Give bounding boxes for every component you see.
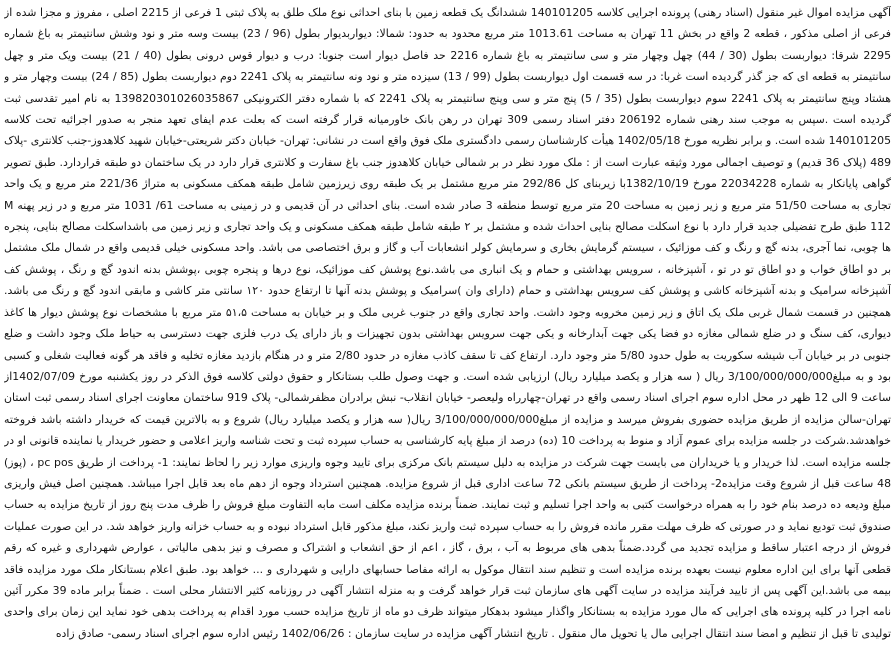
- auction-notice: [4, 2, 891, 669]
- auction-notice-text: آگهی مزایده اموال غیر منقول (اسناد رهنی) پرونده اجرایی کلاسه 140101205 ششدانگ یک قطعه زمین با بنای احداثی نوع ملک طلق به پلاک ثبتی 1 فرعی از 2215 اصلی ، مفروز و مجزا شده از فرعی از اصلی مذکور ، قطعه 2 واقع در بخش 11 تهران به مساحت 1013.61 متر مربع محدود به حدود: شمالا: دیواربدیوار بطول (96 / 23) بیست وسه متر و نود وشش سانتیمتر به باغ شماره 2295 شرقا: دیواربست بطول (30 / 44) چهل وچهار متر و سی سانتیمتر به باغ شماره 2216 حد فاصل دیوار است جنوبا: درب و دیوار قوس درونی بطول (40 / 21) بیست ویک متر و چهل سانتیمتر به قطعه ای که جز گذر گردیده است غربا: در سه قسمت اول دیواربست بطول (99 / 13) سیزده متر و نود ونه سانتیمتر به پلاک 2241 دوم دیواربست بطول (85 / 24) بیست وچهار متر و هشتاد وپنج سانتیمتر به پلاک 2241 سوم دیواربست بطول (35 / 5) پنج متر و سی وپنج سانتیمتر به پلاک 2241 که با شماره دفتر الکترونیکی 139820301026035867 به نام امیر تقدسی ثبت گردیده است .سپس به موجب سند رهنی شماره 206192 دفتر اسناد رسمی 309 تهران در رهن بانک خاورمیانه قرار گرفته است که بعلت عدم ایفای تعهد منجر به صدور اجرائیه تحت کلاسه 140101205 شده است. و برابر نظریه مورخ 1402/05/18 هیأت کارشناسان رسمی دادگستری ملک فوق واقع است در نشانی: تهران- خیابان دکتر شریعتی-خیابان شهید کلاهدوز-جنب کلانتری -پلاک 489 (پلاک 36 قدیم) و توصیف اجمالی مورد وثیقه عبارت است از : ملک مورد نظر در بر شمالی خیابان کلاهدوز جنب باغ سفارت و کلانتری قرار دارد در یک ساختمان دو طبقه قراردارد. طبق تصویر گواهی پایانکار به شماره 22034228 مورخ 1382/10/19با زیربنای کل 292/86 متر مربع مشتمل بر یک طبقه روی زیرزمین شامل طبقه همکف مسکونی به متراژ 221/36 متر مربع و یک واحد تجاری به مساحت 51/50 متر مربع و زیر زمین به مساحت 20 متر مربع توسط منطقه 3 صادر شده است. بنای احداثی در آن قدیمی و در زمینی به مساحت 61/ 1031 متر مربع و در زیر پهنه M 112 طبق طرح تفضیلی جدید قرار دارد با نوع اسکلت مصالح بنایی احداث شده و مشتمل بر ۲ طبقه شامل طبقه همکف مسکونی و یک واحد تجاری و زیر زمین می باشداسکلت مصالح بنایی، پنجره ها چوبی، نما آجری، بدنه گچ و رنگ و کف موزائیک ، سیستم گرمایش بخاری و سرمایش کولر انشعابات آب و گاز و برق اختصاصی می باشد. واحد مسکونی خیلی قدیمی واقع در شمال ملک مشتمل بر دو اطاق خواب و دو اطاق تو در تو ، آشپزخانه ، سرویس بهداشتی و حمام و یک انباری می باشد.نوع پوشش کف موزائیک، نوع درها و پنجره چوبی ،پوشش بدنه اندود گچ و رنگ ، پوشش کف آشپزخانه سرامیک و بدنه آشپزخانه کاشی و پوشش کف سرویس بهداشتی و حمام (دارای وان )سرامیک و پوشش بدنه آنها تا ارتفاع حدود ۱۲۰ سانتی متر کاشی و مابقی اندود گچ و رنگ می باشد. همچنین در قسمت شمال غربی ملک یک اتاق و زیر زمین مخروبه وجود داشت. واحد تجاری واقع در جنوب غربی ملک و بر خیابان به مساحت ۵۱،۵ متر مربع با مشخصات نوع پوشش دیوار ها کاغذ دیواری، کف سنگ و در ضلع شمالی مغازه دو فضا یکی جهت آبدارخانه و یکی جهت سرویس بهداشتی بدون تجهیزات و باز دارای یک درب فلزی جهت دسترسی به حیاط ملک وجود داشت و ضلع جنوبی در بر خیابان آب شیشه سکوریت به طول حدود 5/80 متر وجود دارد. ارتفاع کف تا سقف کاذب مغازه در حدود 2/80 متر و در هنگام بازدید مغازه تخلیه و فاقد هر گونه فعالیت شغلی و کسبی بود و به مبلغ3/100/000/000/000 ریال ( سه هزار و یکصد میلیارد ریال) ارزیابی شده است. و جهت وصول طلب بستانکار و حقوق دولتی کلاسه فوق الذکر در روز یکشنبه مورخ 1402/07/09از ساعت 9 الی 12 ظهر در محل اداره سوم اجرای اسناد رسمی واقع در تهران-چهارراه ولیعصر- خیابان انقلاب- نبش برادران مظفرشمالی- پلاک 919 ساختمان معاونت اجرای اسناد رسمی ثبت استان تهران-سالن مزایده از طریق مزایده حضوری بفروش میرسد و مزایده از مبلغ3/100/000/000/000 ریال( سه هزار و یکصد میلیارد ریال) شروع و به بالاترین قیمت که خریدار داشته باشد فروخته خواهدشد.شرکت در جلسه مزایده برای عموم آزاد و منوط به پرداخت 10 (ده) درصد از مبلغ پایه کارشناسی به حساب سپرده ثبت و تحت شناسه واریز اعلامی و حضور خریدار یا نماینده قانونی او در جلسه مزایده است. لذا خریدار و یا خریداران می بایست جهت شرکت در مزایده به دلیل سیستم بانک مرکزی برای تایید وجوه واریزی موارد زیر را لحاظ نمایند: 1- پرداخت از طریق pc pos ، (پوز) 48 ساعت قبل از شروع وقت مزایده2- پرداخت از طریق سیستم بانکی 72 ساعت اداری قبل از شروع مزایده. همچنین استرداد وجوه از دهم ماه بعد قابل اجرا میباشد. همچنین اصل فیش واریزی مبلغ ودیعه ده درصد بنام خود را به همراه درخواست کتبی به واحد اجرا تسلیم و ثبت نمایند. ضمناً برنده مزایده مکلف است مابه التفاوت مبلغ فروش را ظرف مدت پنج روز از تاریخ مزایده به حساب صندوق ثبت تودیع نماید و در صورتی که ظرف مهلت مقرر مانده فروش را به حساب سپرده ثبت واریز نکند، مبلغ مذکور قابل استرداد نبوده و به حساب خزانه واریز خواهد شد. در این صورت عملیات فروش از درجه اعتبار ساقط و مزایده تجدید می گردد.ضمناً بدهی های مربوط به آب ، برق ، گاز ، اعم از حق انشعاب و اشتراک و مصرف و نیز بدهی مالیاتی ، عوارض شهرداری و غیره که رقم قطعی آنها برای این اداره معلوم نیست بعهده برنده مزایده است و تنظیم سند انتقال موکول به ارائه مفاصا حسابهای دارایی و شهرداری و ... خواهد بود. طبق اعلام بستانکار ملک مورد مزایده فاقد بیمه می باشد.این آگهی پس از تایید فرآیند مزایده در سایت آگهی های سازمان ثبت قرار خواهد گرفت و به منزله انتشار آگهی در روزنامه کثیر الانتشار محلی است . ضمناً برابر ماده 39 مکرر آئین نامه اجرا در کلیه پرونده های اجرایی که مال مورد مزایده به بستانکار واگذار میشود بدهکار میتواند ظرف دو ماه از تاریخ مزایده حسب مورد اقدام به پرداخت بدهی خود نماید این زمان برای واحدی تولیدی تا قبل از تنظیم و امضا سند انتقال اجرایی مال یا تحویل مال منقول . تاریخ انتشار آگهی مزایده در سایت سازمان : 1402/06/26 رئیس اداره سوم اجرای اسناد رسمی- صادق زاده: [4, 6, 891, 640]
